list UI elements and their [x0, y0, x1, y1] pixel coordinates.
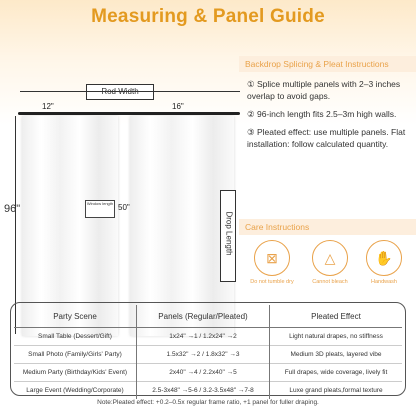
right-width-label: 16": [172, 102, 184, 111]
footnote: Note:Pleated effect: +0.2–0.5x regular frame ratio, +1 panel for fuller draping.: [97, 399, 319, 406]
header-pleated-effect: Pleated Effect: [270, 305, 403, 328]
curtain-illustration: [0, 40, 250, 310]
height-line: [15, 116, 16, 334]
header-party-scene: Party Scene: [14, 305, 137, 328]
length-instruction: ② 96-inch length fits 2.5–3m high walls.: [247, 109, 397, 119]
pleat-instruction: ③ Pleated effect: use multiple panels. Flat installation: follow calculated quantity.: [247, 127, 406, 149]
no-tumble-dry-icon: ⊠: [254, 240, 290, 276]
table-cell: 1.5x32" →2 / 1.8x32" →3: [137, 346, 270, 364]
splicing-heading: Backdrop Splicing & Pleat Instructions: [239, 56, 416, 72]
table-cell: Full drapes, wide coverage, lively fit: [270, 364, 403, 382]
splice-instruction: ① Splice multiple panels with 2–3 inches overlap to avoid gaps.: [247, 79, 401, 101]
window-length-label: Window length: [86, 201, 114, 206]
care-heading: Care Instructions: [239, 219, 416, 235]
table-cell: Large Event (Wedding/Corporate): [14, 382, 137, 400]
care-no-tumble-dry: [244, 240, 300, 285]
table-cell: 1x24" →1 / 1.2x24" →2: [137, 328, 270, 346]
care-label: Handwash: [371, 279, 397, 285]
table-cell: Light natural drapes, no stiffness: [270, 328, 403, 346]
table-cell: Small Photo (Family/Girls' Party): [14, 346, 137, 364]
table-row: [14, 346, 402, 364]
table-cell: Small Table (Dessert/Gift): [14, 328, 137, 346]
curtain-rod: [18, 112, 240, 115]
handwash-icon: ✋: [366, 240, 402, 276]
care-handwash: [356, 240, 412, 285]
window-length-value: 50": [118, 203, 130, 212]
table-cell: Medium Party (Birthday/Kids' Event): [14, 364, 137, 382]
party-scene-table: [14, 305, 402, 399]
care-label: Cannot bleach: [312, 279, 348, 285]
rod-width-label: Rod Width: [86, 84, 154, 100]
care-label: Do not tumble dry: [250, 279, 294, 285]
drop-length-label-box: [220, 190, 236, 282]
table-cell: Medium 3D pleats, layered vibe: [270, 346, 403, 364]
window-length-box: [85, 200, 115, 218]
left-width-label: 12": [42, 102, 54, 111]
table-cell: Luxe grand pleats,formal texture: [270, 382, 403, 400]
rod-width-line: [20, 91, 240, 92]
splicing-panel: [239, 56, 416, 150]
table-header-row: [14, 305, 402, 328]
table-row: [14, 382, 402, 400]
page-title: Measuring & Panel Guide: [91, 6, 325, 27]
care-no-bleach: [302, 240, 358, 285]
table-cell: 2x40" →4 / 2.2x40" →5: [137, 364, 270, 382]
table-cell: 2.5-3x48" →5-6 / 3.2-3.5x48" →7-8: [137, 382, 270, 400]
table-row: [14, 328, 402, 346]
drop-length-label: Drop Length: [224, 211, 234, 256]
no-bleach-icon: △: [312, 240, 348, 276]
height-label: 96": [4, 203, 21, 215]
header-panels: Panels (Regular/Pleated): [137, 305, 270, 328]
table-row: [14, 364, 402, 382]
